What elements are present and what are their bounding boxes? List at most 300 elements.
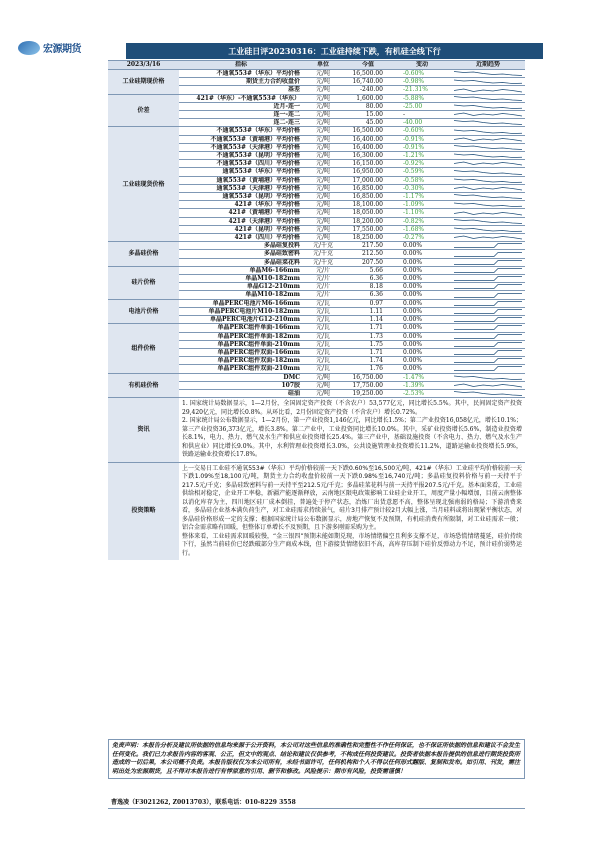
indicator-cell: 通氧553#（天津港）平均价格: [179, 184, 303, 192]
unit-cell: 元/吨: [303, 143, 343, 151]
sparkline-path: [454, 285, 522, 289]
unit-cell: 元/瓦: [303, 316, 343, 324]
unit-cell: 元/吨: [303, 70, 343, 78]
change-cell: 0.00%: [393, 340, 451, 348]
value-cell: 16,400.00: [343, 143, 393, 151]
trend-sparkline: [451, 316, 525, 324]
trend-sparkline: [451, 266, 525, 274]
sparkline-path: [454, 121, 522, 125]
unit-cell: 元/瓦: [303, 357, 343, 365]
sparkline-icon: [454, 70, 522, 77]
change-cell: 0.00%: [393, 258, 451, 266]
sparkline-icon: [454, 111, 522, 118]
sparkline-icon: [454, 201, 522, 208]
value-cell: 16,740.00: [343, 78, 393, 86]
indicator-cell: 单晶PERC组件双面-166mm: [179, 348, 303, 356]
sparkline-path: [454, 195, 522, 199]
sparkline-path: [454, 359, 522, 363]
unit-cell: 元/片: [303, 291, 343, 299]
trend-sparkline: [451, 389, 525, 397]
sparkline-icon: [454, 210, 522, 217]
indicator-cell: 不通氧553#（四川）平均价格: [179, 160, 303, 168]
trend-sparkline: [451, 168, 525, 176]
change-cell: -25.00: [393, 102, 451, 110]
sparkline-icon: [454, 390, 522, 397]
category-label: 有机硅价格: [108, 373, 179, 398]
indicator-cell: 单晶M10-182mm: [179, 275, 303, 283]
sparkline-path: [454, 252, 522, 256]
change-cell: 0.00%: [393, 365, 451, 373]
unit-cell: 元/吨: [303, 176, 343, 184]
strategy-label: 投资策略: [108, 462, 179, 560]
strategy-paragraph: 上一交易日工业硅不通氧553#（华东）平均价格较前一天下跌0.60%至16,500元/吨，421#（华东）工业硅平均价格较前一天下跌1.09%至18,100元/吨，期货主力合约收盘价较前一天下跌0.98%至16,740元/吨；多晶硅复投料价格与前一天持平于217.5元/千克；多晶硅致密料与前一天持平至212.5元/千克；多晶硅菜花料与前一天持平报207.5元/千克。基本面来看，工业硅供给相对稳定，企业开工率稳，新疆产能逐渐释放，云南地区限电政策影响工业硅企业开工，周度产量小幅增加，目前云南整体以消化库存为主，四川地区硅厂成本倒挂，普遍处于停产状态，冶炼厂出货意愿不高，整体呈现北强南弱的格局；下游消费来看，多晶硅企业基本满负荷生产，对工业硅需求持续景气，硅片3月排产预计较2月大幅上涨，当月硅料或将出现紧平衡状态，对多晶硅价格形成一定的支撑；根据国家统计局公布数据显示，房地产恢复不及预期，有机硅消费有所限制，对工业硅需求一般；铝合金需求略有回暖，但整体订单增长不及预期，且下游多刚需采购为主。: [182, 464, 522, 532]
news-item: 2. 国家统计局公布数据显示，1—2月份，第一产业投资1,146亿元，同比增长1.5%；第二产业投资16,058亿元，增长10.1%；第三产业投资36,373亿元，增长3.8%。第二产业中，工业投资同比增长10.0%。其中，采矿业投资增长5.6%，制造业投资增长8.1%，电力、热力、燃气及水生产和供应业投资增长25.4%。第三产业中，基础设施投资（不含电力、热力、燃气及水生产和供应业）同比增长9.0%。其中，水利管理业投资增长3.0%，公共设施管理业投资增长11.2%，道路运输业投资增长5.9%，铁路运输业投资增长17.8%。: [182, 417, 522, 459]
change-cell: 0.00%: [393, 348, 451, 356]
value-cell: 8.18: [343, 283, 393, 291]
sparkline-icon: [454, 136, 522, 143]
change-cell: -0.82%: [393, 217, 451, 225]
sparkline-icon: [454, 324, 522, 331]
value-cell: 18,250.00: [343, 234, 393, 242]
value-cell: 1.11: [343, 307, 393, 315]
change-cell: 0.00%: [393, 299, 451, 307]
trend-sparkline: [451, 201, 525, 209]
change-cell: -21.31%: [393, 86, 451, 94]
table-row: [108, 324, 525, 332]
report-header: [18, 40, 538, 62]
indicator-cell: 单晶M6-166mm: [179, 266, 303, 274]
trend-sparkline: [451, 299, 525, 307]
unit-cell: 元/吨: [303, 78, 343, 86]
sparkline-path: [454, 212, 522, 215]
unit-cell: 元/吨: [303, 381, 343, 389]
value-cell: 17,750.00: [343, 381, 393, 389]
value-cell: 1.76: [343, 365, 393, 373]
change-cell: -0.60%: [393, 70, 451, 78]
report-title: 工业硅日评20230316：工业硅持续下跌，有机硅全线下行: [126, 43, 543, 59]
trend-sparkline: [451, 291, 525, 299]
value-cell: 16,300.00: [343, 152, 393, 160]
change-cell: 0.00%: [393, 357, 451, 365]
unit-cell: 元/吨: [303, 135, 343, 143]
change-cell: -1.10%: [393, 209, 451, 217]
indicator-cell: 单晶PERC组件单面-182mm: [179, 332, 303, 340]
sparkline-icon: [454, 374, 522, 381]
indicator-cell: 单晶G12-210mm: [179, 283, 303, 291]
value-cell: 18,200.00: [343, 217, 393, 225]
value-cell: 1.71: [343, 348, 393, 356]
sparkline-icon: [454, 251, 522, 258]
change-cell: -0.59%: [393, 168, 451, 176]
sparkline-path: [454, 384, 522, 387]
company-logo: [18, 40, 81, 55]
sparkline-path: [454, 162, 522, 165]
strategy-content: [179, 462, 525, 560]
unit-cell: 元/吨: [303, 234, 343, 242]
value-cell: 1.14: [343, 316, 393, 324]
indicator-cell: 单晶PERC电池片G12-210mm: [179, 316, 303, 324]
change-cell: -0.91%: [393, 143, 451, 151]
sparkline-icon: [454, 128, 522, 135]
unit-cell: 元/瓦: [303, 307, 343, 315]
indicator-cell: 421#（黄埔港）平均价格: [179, 209, 303, 217]
category-label: 电池片价格: [108, 299, 179, 324]
indicator-cell: 连二-连三: [179, 119, 303, 127]
unit-cell: 元/吨: [303, 152, 343, 160]
disclaimer: 免责声明：本报告分析及建议所依据的信息均来源于公开资料，本公司对这些信息的准确性和完整性不作任何保证，也不保证所依据的信息和建议不会发生任何变化。我们已力求报告内容的客观、公正，但文中的观点、结论和建议仅供参考，不构成任何投资建议。投资者依据本报告提供的信息进行期货投资所造成的一切后果，本公司概不负责。本报告版权仅为本公司所有，未经书面许可，任何机构和个人不得以任何形式翻版、复制和发布。如引用、刊发，需注明出处为宏源期货，且不得对本报告进行有悖原意的引用、删节和修改。风险提示：期市有风险，投资需谨慎！: [108, 739, 525, 779]
trend-sparkline: [451, 357, 525, 365]
sparkline-path: [454, 376, 522, 380]
change-cell: -2.53%: [393, 389, 451, 397]
category-label: 工业硅现货价格: [108, 127, 179, 242]
trend-sparkline: [451, 143, 525, 151]
indicator-cell: 基差: [179, 86, 303, 94]
indicator-cell: 单晶M10-182mm: [179, 291, 303, 299]
change-cell: -0.91%: [393, 135, 451, 143]
sparkline-icon: [454, 382, 522, 389]
sparkline-icon: [454, 275, 522, 282]
trend-sparkline: [451, 152, 525, 160]
sparkline-path: [454, 244, 522, 248]
sparkline-icon: [454, 308, 522, 315]
indicator-cell: 多晶硅菜花料: [179, 258, 303, 266]
indicator-cell: 不通氧553#（昆明）平均价格: [179, 152, 303, 160]
sparkline-icon: [454, 349, 522, 356]
col-trend: 近期趋势: [451, 61, 525, 70]
indicator-cell: 421#（华东）平均价格: [179, 201, 303, 209]
unit-cell: 元/吨: [303, 389, 343, 397]
notes-body: [108, 398, 525, 561]
value-cell: 0.97: [343, 299, 393, 307]
sparkline-icon: [454, 300, 522, 307]
value-cell: 212.50: [343, 250, 393, 258]
value-cell: 18,100.00: [343, 201, 393, 209]
trend-sparkline: [451, 250, 525, 258]
change-cell: 0.00%: [393, 266, 451, 274]
sparkline-icon: [454, 177, 522, 184]
change-cell: -1.39%: [393, 381, 451, 389]
indicator-cell: 421#（四川）平均价格: [179, 234, 303, 242]
table-row: [108, 70, 525, 78]
news-item: 1. 国家统计局数据显示，1—2月份，全国固定资产投资（不含农户）53,577亿元，同比增长5.5%。其中，民间固定资产投资29,420亿元，同比增长0.8%。从环比看，2月份固定资产投资（不含农户）增长0.72%。: [182, 400, 522, 416]
analyst-footer: 曹逸凌（F3021262, Z0013703），联系电话：010-8229 3558: [108, 795, 525, 809]
sparkline-icon: [454, 316, 522, 323]
sparkline-icon: [454, 87, 522, 94]
unit-cell: 元/吨: [303, 225, 343, 233]
indicator-cell: 多晶硅致密料: [179, 250, 303, 258]
sparkline-icon: [454, 185, 522, 192]
change-cell: -1.68%: [393, 225, 451, 233]
sparkline-path: [454, 260, 522, 264]
value-cell: 1.71: [343, 324, 393, 332]
trend-sparkline: [451, 176, 525, 184]
sparkline-path: [454, 277, 522, 281]
value-cell: 16,500.00: [343, 70, 393, 78]
value-cell: 1,600.00: [343, 94, 393, 102]
value-cell: 45.00: [343, 119, 393, 127]
indicator-cell: 硅油: [179, 389, 303, 397]
value-cell: 19,250.00: [343, 389, 393, 397]
sparkline-path: [454, 309, 522, 313]
news-row: [108, 398, 525, 463]
logo-icon: [18, 41, 40, 55]
sparkline-path: [454, 96, 522, 100]
trend-sparkline: [451, 217, 525, 225]
value-cell: 6.36: [343, 291, 393, 299]
change-cell: -1.17%: [393, 193, 451, 201]
category-label: 工业硅期现价格: [108, 70, 179, 95]
sparkline-icon: [454, 234, 522, 241]
change-cell: 0.00%: [393, 250, 451, 258]
indicator-cell: DMC: [179, 373, 303, 381]
value-cell: 1.74: [343, 357, 393, 365]
sparkline-path: [454, 351, 522, 355]
table-body: [108, 70, 525, 398]
strategy-paragraph: 整体来看，工业硅需求回暖较慢，“金三银四”预期未能如期兑现，市场情绪偏空且利多支撑不足，市场恐慌情绪蔓延，硅价持续下行，虽然当前硅价已经跌破部分生产商成本线，但下游接货情绪依旧不高，高库存压制下硅价反弹动力不足，预计硅价弱势运行。: [182, 532, 522, 557]
trend-sparkline: [451, 102, 525, 110]
indicator-cell: 单晶PERC组件单面-166mm: [179, 324, 303, 332]
table-row: [108, 94, 525, 102]
news-label: 资讯: [108, 398, 179, 463]
trend-sparkline: [451, 234, 525, 242]
unit-cell: 元/吨: [303, 193, 343, 201]
value-cell: 5.66: [343, 266, 393, 274]
sparkline-path: [454, 236, 522, 239]
unit-cell: 元/片: [303, 283, 343, 291]
indicator-cell: 单晶PERC组件单面-210mm: [179, 340, 303, 348]
trend-sparkline: [451, 283, 525, 291]
value-cell: 16,500.00: [343, 127, 393, 135]
sparkline-icon: [454, 292, 522, 299]
change-cell: 0.00%: [393, 291, 451, 299]
unit-cell: 元/吨: [303, 127, 343, 135]
col-change: 变动: [393, 61, 451, 70]
unit-cell: 元/瓦: [303, 332, 343, 340]
trend-sparkline: [451, 348, 525, 356]
unit-cell: 元/吨: [303, 168, 343, 176]
unit-cell: 元/吨: [303, 209, 343, 217]
news-content: [179, 398, 525, 463]
sparkline-icon: [454, 267, 522, 274]
change-cell: 0.00%: [393, 283, 451, 291]
trend-sparkline: [451, 160, 525, 168]
change-cell: -0.30%: [393, 184, 451, 192]
indicator-cell: 单晶PERC组件双面-182mm: [179, 357, 303, 365]
col-unit: 单位: [303, 61, 343, 70]
sparkline-path: [454, 113, 522, 116]
date-header: 2023/3/16: [108, 61, 179, 70]
unit-cell: 元/吨: [303, 217, 343, 225]
indicator-cell: 不通氧553#（华东）平均价格: [179, 127, 303, 135]
trend-sparkline: [451, 86, 525, 94]
indicator-cell: 不通氧553#（天津港）平均价格: [179, 143, 303, 151]
unit-cell: 元/吨: [303, 373, 343, 381]
indicator-cell: 单晶PERC电池片M6-166mm: [179, 299, 303, 307]
sparkline-path: [454, 293, 522, 297]
change-cell: 0.00%: [393, 316, 451, 324]
category-label: 硅片价格: [108, 266, 179, 299]
sparkline-path: [454, 89, 522, 92]
unit-cell: 元/瓦: [303, 340, 343, 348]
category-label: 多晶硅价格: [108, 242, 179, 267]
indicator-cell: 不通氧553#（华东）平均价格: [179, 70, 303, 78]
trend-sparkline: [451, 78, 525, 86]
sparkline-icon: [454, 283, 522, 290]
sparkline-icon: [454, 78, 522, 85]
value-cell: 18,050.00: [343, 209, 393, 217]
unit-cell: 元/千克: [303, 242, 343, 250]
sparkline-icon: [454, 103, 522, 110]
indicator-cell: 期货主力合约收盘价: [179, 78, 303, 86]
trend-sparkline: [451, 340, 525, 348]
table-header-row: [108, 61, 525, 70]
sparkline-path: [454, 318, 522, 322]
sparkline-path: [454, 170, 522, 174]
sparkline-icon: [454, 144, 522, 151]
trend-sparkline: [451, 242, 525, 250]
table-row: [108, 373, 525, 381]
trend-sparkline: [451, 381, 525, 389]
indicator-cell: 近月-连一: [179, 102, 303, 110]
value-cell: 207.50: [343, 258, 393, 266]
indicator-cell: 单晶PERC组件双面-210mm: [179, 365, 303, 373]
table-row: [108, 242, 525, 250]
change-cell: -1.47%: [393, 373, 451, 381]
change-cell: 0.00%: [393, 242, 451, 250]
value-cell: -240.00: [343, 86, 393, 94]
indicator-cell: 421#（华东）-不通氧553#（华东）: [179, 94, 303, 102]
unit-cell: 元/千克: [303, 250, 343, 258]
sparkline-icon: [454, 193, 522, 200]
trend-sparkline: [451, 119, 525, 127]
sparkline-path: [454, 301, 522, 305]
unit-cell: 元/吨: [303, 102, 343, 110]
trend-sparkline: [451, 193, 525, 201]
value-cell: 80.00: [343, 102, 393, 110]
trend-sparkline: [451, 225, 525, 233]
change-cell: -5.88%: [393, 94, 451, 102]
sparkline-path: [454, 105, 522, 109]
value-cell: 16,950.00: [343, 168, 393, 176]
unit-cell: 元/吨: [303, 86, 343, 94]
unit-cell: 元/吨: [303, 94, 343, 102]
col-indicator: 指标: [179, 61, 303, 70]
sparkline-icon: [454, 218, 522, 225]
change-cell: 0.00%: [393, 324, 451, 332]
indicator-cell: 421#（天津港）平均价格: [179, 217, 303, 225]
change-cell: -1.09%: [393, 201, 451, 209]
change-cell: -40.00: [393, 119, 451, 127]
trend-sparkline: [451, 209, 525, 217]
unit-cell: 元/瓦: [303, 365, 343, 373]
change-cell: -0.27%: [393, 234, 451, 242]
indicator-cell: 通氧553#（黄埔港）平均价格: [179, 176, 303, 184]
value-cell: 17,000.00: [343, 176, 393, 184]
indicator-cell: 421#（昆明）平均价格: [179, 225, 303, 233]
value-cell: 15.00: [343, 111, 393, 119]
trend-sparkline: [451, 258, 525, 266]
sparkline-icon: [454, 333, 522, 340]
sparkline-icon: [454, 365, 522, 372]
sparkline-icon: [454, 119, 522, 126]
unit-cell: 元/瓦: [303, 299, 343, 307]
trend-sparkline: [451, 324, 525, 332]
sparkline-path: [454, 138, 522, 141]
sparkline-path: [454, 203, 522, 207]
sparkline-path: [454, 228, 522, 232]
trend-sparkline: [451, 365, 525, 373]
unit-cell: 元/吨: [303, 111, 343, 119]
indicator-cell: 107胶: [179, 381, 303, 389]
sparkline-path: [454, 392, 522, 396]
indicator-cell: 不通氧553#（黄埔港）平均价格: [179, 135, 303, 143]
table-row: [108, 266, 525, 274]
unit-cell: 元/吨: [303, 119, 343, 127]
value-cell: 16,850.00: [343, 184, 393, 192]
sparkline-path: [454, 145, 522, 149]
change-cell: 0.00%: [393, 307, 451, 315]
unit-cell: 元/瓦: [303, 348, 343, 356]
trend-sparkline: [451, 373, 525, 381]
change-cell: -0.58%: [393, 176, 451, 184]
table-row: [108, 299, 525, 307]
sparkline-icon: [454, 259, 522, 266]
value-cell: 1.75: [343, 340, 393, 348]
change-cell: -0.98%: [393, 78, 451, 86]
category-label: 价差: [108, 94, 179, 127]
sparkline-path: [454, 130, 522, 134]
col-value: 今值: [343, 61, 393, 70]
sparkline-icon: [454, 169, 522, 176]
sparkline-path: [454, 179, 522, 183]
sparkline-icon: [454, 226, 522, 233]
unit-cell: 元/瓦: [303, 324, 343, 332]
unit-cell: 元/吨: [303, 201, 343, 209]
trend-sparkline: [451, 94, 525, 102]
trend-sparkline: [451, 275, 525, 283]
value-cell: 16,850.00: [343, 193, 393, 201]
indicator-cell: 通氧553#（华东）平均价格: [179, 168, 303, 176]
trend-sparkline: [451, 307, 525, 315]
trend-sparkline: [451, 111, 525, 119]
sparkline-icon: [454, 242, 522, 249]
change-cell: 0.00%: [393, 275, 451, 283]
sparkline-path: [454, 326, 522, 330]
price-table: [108, 60, 525, 560]
sparkline-icon: [454, 95, 522, 102]
sparkline-path: [454, 72, 522, 76]
value-cell: 217.50: [343, 242, 393, 250]
sparkline-icon: [454, 357, 522, 364]
change-cell: 0.00%: [393, 332, 451, 340]
value-cell: 17,550.00: [343, 225, 393, 233]
sparkline-path: [454, 367, 522, 371]
indicator-cell: 通氧553#（昆明）平均价格: [179, 193, 303, 201]
trend-sparkline: [451, 135, 525, 143]
sparkline-path: [454, 187, 522, 190]
unit-cell: 元/千克: [303, 258, 343, 266]
sparkline-path: [454, 334, 522, 338]
change-cell: -0.60%: [393, 127, 451, 135]
sparkline-path: [454, 80, 522, 84]
value-cell: 1.73: [343, 332, 393, 340]
value-cell: 16,150.00: [343, 160, 393, 168]
unit-cell: 元/吨: [303, 184, 343, 192]
change-cell: -0.92%: [393, 160, 451, 168]
unit-cell: 元/片: [303, 266, 343, 274]
sparkline-path: [454, 342, 522, 346]
change-cell: -: [393, 111, 451, 119]
